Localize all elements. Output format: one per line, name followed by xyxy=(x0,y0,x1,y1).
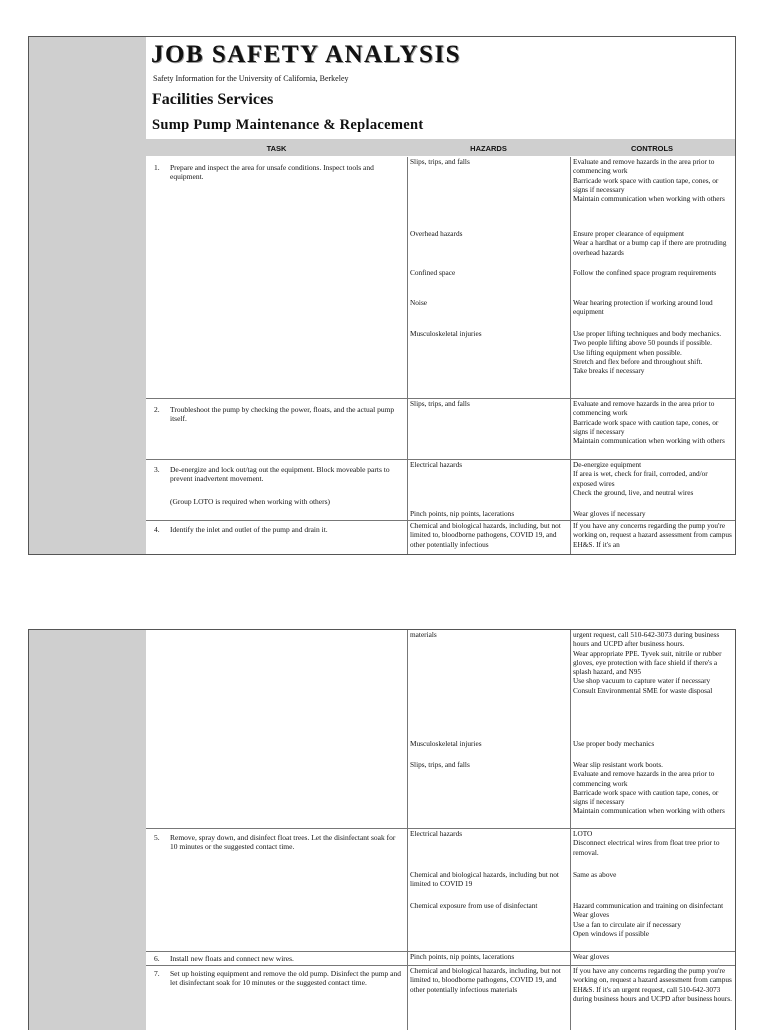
table-header xyxy=(146,139,735,156)
control-item: Evaluate and remove hazards in the area prior to commencing work Barricade work space with caution tape, cones, or signs if necessary Maintain communication when working with others xyxy=(573,157,725,204)
task-cell xyxy=(146,521,407,555)
table-row xyxy=(146,966,735,1030)
page-content xyxy=(146,37,735,554)
controls-cell xyxy=(570,630,735,828)
table-row xyxy=(146,399,735,460)
hazard-item: Electrical hazards xyxy=(410,460,463,469)
hazard-item: Chemical exposure from use of disinfectant xyxy=(410,901,538,910)
control-item: Wear hearing protection if working around loud equipment xyxy=(573,298,713,317)
jsa-table xyxy=(146,630,735,1030)
task-column-header: TASK xyxy=(266,144,287,153)
hazard-item: Pinch points, nip points, lacerations xyxy=(410,509,515,518)
task-text: Remove, spray down, and disinfect float trees. Let the disinfectant soak for 10 minutes or the suggested contact time. xyxy=(170,833,396,852)
task-cell xyxy=(146,829,407,951)
hazard-item: Slips, trips, and falls xyxy=(410,157,470,166)
controls-cell xyxy=(570,157,735,398)
control-item: urgent request, call 510-642-3073 during business hours and UCPD after business hours. Wear appropriate PPE. Tyvek suit, nitrile or rubber gloves, eye protection with face shield if there's a splash hazard, and N95 Use shop vacuum to capture water if necessary Consult Environmental SME for waste disposal xyxy=(573,630,722,695)
hazard-item: Chemical and biological hazards, including, but not limited to, bloodborne pathogens, COVID 19, and other potentially infectious materials xyxy=(410,966,561,994)
control-item: Wear slip resistant work boots. Evaluate and remove hazards in the area prior to commencing work Barricade work space with caution tape, cones, or signs if necessary Maintain communication when working with others xyxy=(573,760,725,816)
task-note: (Group LOTO is required when working with others) xyxy=(170,497,331,506)
table-row xyxy=(146,460,735,521)
hazard-item: Overhead hazards xyxy=(410,229,463,238)
hazard-item: Slips, trips, and falls xyxy=(410,760,470,769)
hazards-cell xyxy=(407,829,571,951)
control-item: De-energize equipment If area is wet, check for frail, corroded, and/or exposed wires Check the ground, live, and neutral wires xyxy=(573,460,708,497)
controls-column-header: CONTROLS xyxy=(630,144,674,153)
hazard-item: Electrical hazards xyxy=(410,829,463,838)
control-item: If you have any concerns regarding the pump you're working on, request a hazard assessment from campus EH&S. If it's an xyxy=(573,521,732,549)
hazard-item: materials xyxy=(410,630,437,639)
step-number: 7. xyxy=(154,969,160,978)
document-page-2 xyxy=(28,629,736,1030)
hazard-item: Confined space xyxy=(410,268,456,277)
hazard-item: Slips, trips, and falls xyxy=(410,399,470,408)
task-text: Troubleshoot the pump by checking the power, floats, and the actual pump itself. xyxy=(170,405,395,424)
control-item: LOTO Disconnect electrical wires from float tree prior to removal. xyxy=(573,829,720,857)
control-item: Follow the confined space program requirements xyxy=(573,268,717,277)
controls-cell xyxy=(570,399,735,459)
department-heading: Facilities Services xyxy=(152,91,274,108)
page-subtitle: Safety Information for the University of California, Berkeley xyxy=(153,74,349,83)
hazard-item: Musculoskeletal injuries xyxy=(410,739,482,748)
hazards-cell xyxy=(407,521,571,555)
task-text: Set up hoisting equipment and remove the old pump. Disinfect the pump and let disinfectant soak for 10 minutes or the suggested contact time. xyxy=(170,969,402,988)
task-cell xyxy=(146,966,407,1030)
hazards-cell xyxy=(407,952,571,965)
hazard-item: Musculoskeletal injuries xyxy=(410,329,482,338)
step-number: 5. xyxy=(154,833,160,842)
table-row xyxy=(146,521,735,555)
page-sidebar xyxy=(29,630,146,1030)
control-item: Use proper lifting techniques and body mechanics. Two people lifting above 50 pounds if possible. Use lifting equipment when possible. Stretch and flex before and throughout shift. Take breaks if necessary xyxy=(573,329,722,376)
task-text: De-energize and lock out/tag out the equipment. Block moveable parts to prevent inadvertent movement. xyxy=(170,465,390,484)
hazard-item: Noise xyxy=(410,298,428,307)
task-cell xyxy=(146,157,407,398)
task-text: Prepare and inspect the area for unsafe conditions. Inspect tools and equipment. xyxy=(170,163,374,182)
hazards-cell xyxy=(407,460,571,520)
control-item: Wear gloves xyxy=(573,952,610,961)
step-number: 1. xyxy=(154,163,160,172)
hazards-cell xyxy=(407,399,571,459)
controls-cell xyxy=(570,460,735,520)
hazards-cell xyxy=(407,966,571,1030)
page-content xyxy=(146,630,735,1030)
control-item: Same as above xyxy=(573,870,617,879)
control-item: Ensure proper clearance of equipment Wear a hardhat or a bump cap if there are protruding overhead hazards xyxy=(573,229,727,257)
hazard-item: Chemical and biological hazards, including, but not limited to, bloodborne pathogens, COVID 19, and other potentially infectious xyxy=(410,521,561,549)
step-number: 3. xyxy=(154,465,160,474)
step-number: 4. xyxy=(154,525,160,534)
page-sidebar xyxy=(29,37,146,554)
table-row xyxy=(146,157,735,399)
hazard-item: Chemical and biological hazards, including but not limited to COVID 19 xyxy=(410,870,559,889)
control-item: Evaluate and remove hazards in the area prior to commencing work Barricade work space with caution tape, cones, or signs if necessary Maintain communication when working with others xyxy=(573,399,725,446)
controls-cell xyxy=(570,952,735,965)
task-text: Install new floats and connect new wires. xyxy=(170,954,294,963)
hazard-item: Pinch points, nip points, lacerations xyxy=(410,952,515,961)
task-cell xyxy=(146,460,407,520)
controls-cell xyxy=(570,829,735,951)
table-row xyxy=(146,829,735,952)
page-title: JOB SAFETY ANALYSIS xyxy=(151,41,462,68)
hazards-cell xyxy=(407,157,571,398)
control-item: Use proper body mechanics xyxy=(573,739,655,748)
task-cell xyxy=(146,630,407,828)
table-row xyxy=(146,952,735,966)
jsa-table xyxy=(146,157,735,555)
document-page-1 xyxy=(28,36,736,555)
table-row xyxy=(146,630,735,829)
controls-cell xyxy=(570,521,735,555)
step-number: 2. xyxy=(154,405,160,414)
task-text: Identify the inlet and outlet of the pump and drain it. xyxy=(170,525,328,534)
control-item: If you have any concerns regarding the pump you're working on, request a hazard assessment from campus EH&S. If it's an urgent request, call 510-642-3073 during business hours and UCPD after business hours. xyxy=(573,966,732,1003)
step-number: 6. xyxy=(154,954,160,963)
controls-cell xyxy=(570,966,735,1030)
hazards-column-header: HAZARDS xyxy=(470,144,507,153)
control-item: Hazard communication and training on disinfectant Wear gloves Use a fan to circulate air if necessary Open windows if possible xyxy=(573,901,724,938)
control-item: Wear gloves if necessary xyxy=(573,509,646,518)
task-cell xyxy=(146,399,407,459)
document-title: Sump Pump Maintenance & Replacement xyxy=(152,117,424,133)
task-cell xyxy=(146,952,407,965)
hazards-cell xyxy=(407,630,571,828)
